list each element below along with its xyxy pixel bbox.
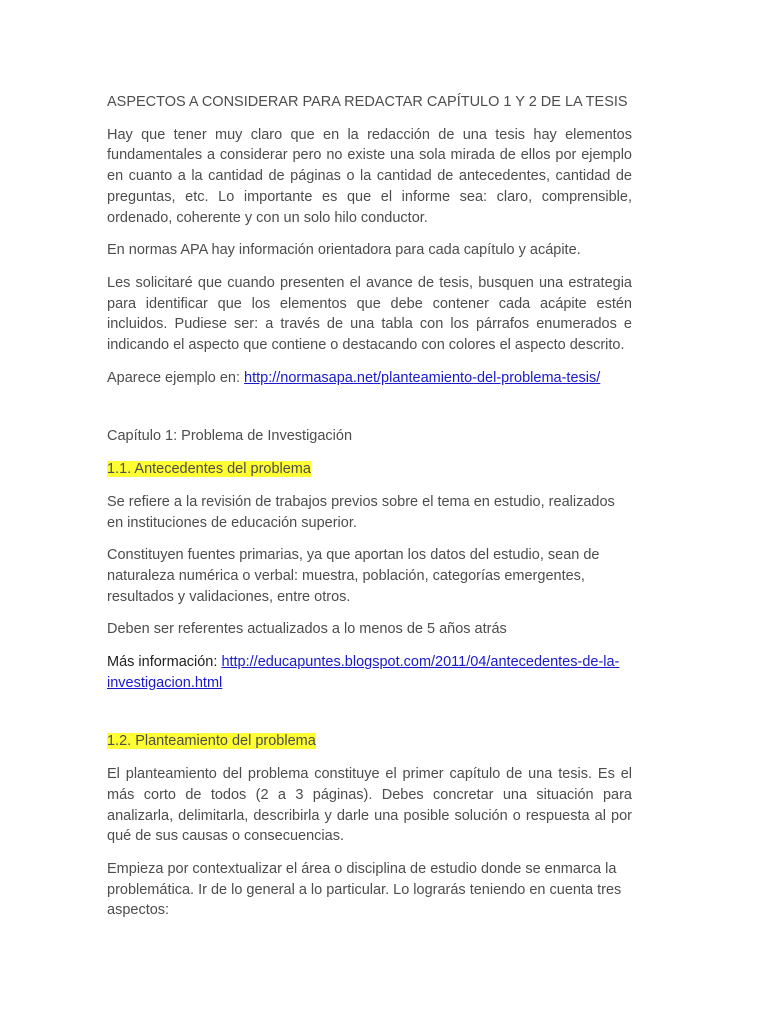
section-1-1-highlight: 1.1. Antecedentes del problema bbox=[107, 461, 311, 478]
section-1-2-paragraph-1: El planteamiento del problema constituye el primer capítulo de una tesis. Es el más corto de todos (2 a 3 páginas). Debes concretar una situación para analizarla, delimitarla, describirla y darle una posible solución o respuesta al por qué de sus causas o consecuencias. bbox=[107, 766, 632, 845]
more-info-line bbox=[107, 652, 632, 693]
section-1-1-heading bbox=[107, 459, 632, 480]
example-line bbox=[107, 368, 632, 389]
example-link[interactable]: http://normasapa.net/planteamiento-del-problema-tesis/ bbox=[244, 369, 601, 386]
spacer bbox=[107, 400, 632, 426]
intro-paragraph-3: Les solicitaré que cuando presenten el avance de tesis, busquen una estrategia para identificar que los elementos que debe contener cada acápite estén incluidos. Pudiese ser: a través de una tabla con los párrafos enumerados e indicando el aspecto que contiene o destacando con colores el aspecto descrito. bbox=[107, 274, 632, 354]
document-title: ASPECTOS A CONSIDERAR PARA REDACTAR CAPÍTULO 1 Y 2 DE LA TESIS bbox=[107, 94, 628, 110]
intro-paragraph-1: Hay que tener muy claro que en la redacción de una tesis hay elementos fundamentales a considerar pero no existe una sola mirada de ellos por ejemplo en cuanto a la cantidad de páginas o la cantidad de antecedentes, cantidad de preguntas, etc. Lo importante es que el informe sea: claro, comprensible, ordenado, coherente y con un solo hilo conductor. bbox=[107, 126, 632, 226]
section-1-1-paragraph-1: Se refiere a la revisión de trabajos previos sobre el tema en estudio, realizados en instituciones de educación superior. bbox=[107, 493, 615, 531]
chapter-1-title: Capítulo 1: Problema de Investigación bbox=[107, 428, 353, 445]
more-info-link[interactable]: http://educapuntes.blogspot.com/2011/04/antecedentes-de-la-investigacion.html bbox=[107, 654, 620, 691]
section-1-1-paragraph-2: Constituyen fuentes primarias, ya que aportan los datos del estudio, sean de naturaleza numérica o verbal: muestra, población, categorías emergentes, resultados y validaciones, entre otros. bbox=[107, 547, 600, 605]
intro-paragraph-2: En normas APA hay información orientadora para cada capítulo y acápite. bbox=[107, 242, 581, 259]
document-page bbox=[107, 92, 632, 933]
section-1-2-highlight: 1.2. Planteamiento del problema bbox=[107, 733, 316, 750]
section-1-2-paragraph-2: Empieza por contextualizar el área o disciplina de estudio donde se enmarca la problemática. Ir de lo general a lo particular. Lo lograrás teniendo en cuenta tres aspectos: bbox=[107, 860, 622, 919]
example-prefix: Aparece ejemplo en: bbox=[107, 369, 245, 386]
more-info-prefix: Más información: bbox=[107, 654, 222, 671]
section-1-2-heading bbox=[107, 731, 632, 752]
section-1-1-paragraph-3: Deben ser referentes actualizados a lo menos de 5 años atrás bbox=[107, 621, 507, 638]
spacer bbox=[107, 705, 632, 731]
